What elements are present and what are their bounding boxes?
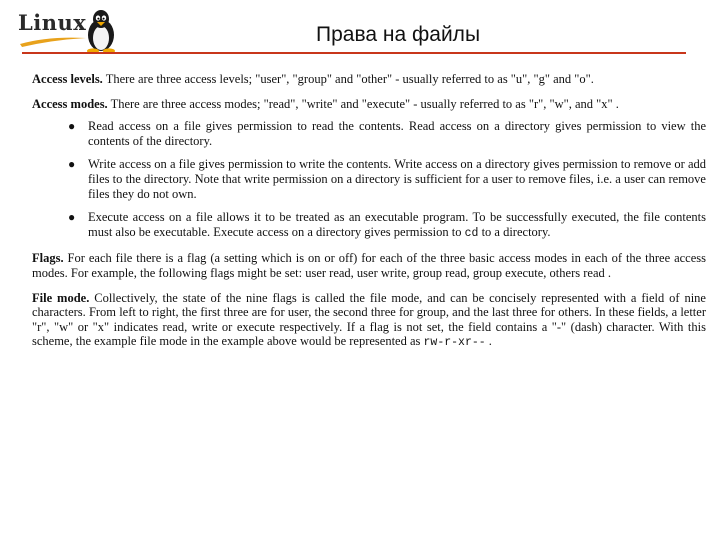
flags-term: Flags.: [32, 251, 64, 266]
tux-penguin-icon: [82, 8, 120, 54]
bullet-text: Read access on a file gives permission to read the contents. Read access on a directory gives permission to view the contents of the directory.: [88, 119, 706, 148]
access-modes-text: There are three access modes; "read", "write" and "execute" - usually referred to as "r", "w", and "x" .: [107, 96, 619, 111]
bullet-icon: ●: [68, 210, 76, 225]
bullet-icon: ●: [68, 119, 76, 134]
access-modes-paragraph: [32, 97, 706, 112]
list-item: [68, 157, 706, 201]
access-levels-term: Access levels.: [32, 72, 103, 86]
bullet-icon: ●: [68, 157, 76, 172]
bullet-text: Execute access on a file allows it to be treated as an executable program. To be successfully executed, the file contents must also be executable. Execute access on a directory gives permission to: [88, 210, 706, 239]
list-item: [68, 210, 706, 241]
bullet-text: Write access on a file gives permission to write the contents. Write access on a directory gives permission to remove or add files to the directory. Note that write permission on a directory is sufficient for a user to remove files, i.e. a user can remove files they do not own.: [88, 157, 706, 201]
access-modes-list: [32, 119, 706, 241]
document-body: [32, 72, 706, 361]
bullet-text-end: to a directory.: [478, 224, 551, 239]
page-title: Права на файлы: [316, 23, 481, 46]
flags-paragraph: [32, 251, 706, 280]
list-item: [68, 119, 706, 148]
access-modes-term: Access modes.: [32, 96, 108, 111]
file-mode-text: Collectively, the state of the nine flags is called the file mode, and can be concisely represented with a field of nine characters. From left to right, the first three are for user, the second three for group, and the last three for others. In these fields, a letter "r", "w" or "x" indicates read, write or execute respectively. If a flag is not set, the field contains a "-" (dash) character. With this scheme, the example file mode in the example above would be represented as: [32, 290, 706, 349]
linux-logo: [18, 8, 118, 50]
file-mode-end: .: [485, 334, 492, 349]
file-mode-example: rw-r-xr--: [423, 336, 486, 350]
flags-text: For each file there is a flag (a setting which is on or off) for each of the three basic access modes in each of the three access modes. For example, the following flags might be set: user read, user write, group read, group execute, others read .: [32, 251, 706, 280]
cd-command: cd: [464, 226, 479, 240]
access-levels-paragraph: [32, 72, 706, 87]
file-mode-paragraph: [32, 291, 706, 351]
logo-text: Linux: [18, 10, 87, 35]
access-levels-text: There are three access levels; "user", "group" and "other" - usually referred to as "u", "g" and "o".: [102, 72, 594, 86]
swoosh-icon: [18, 34, 88, 48]
header-divider: [22, 52, 686, 54]
file-mode-term: File mode.: [32, 290, 90, 305]
